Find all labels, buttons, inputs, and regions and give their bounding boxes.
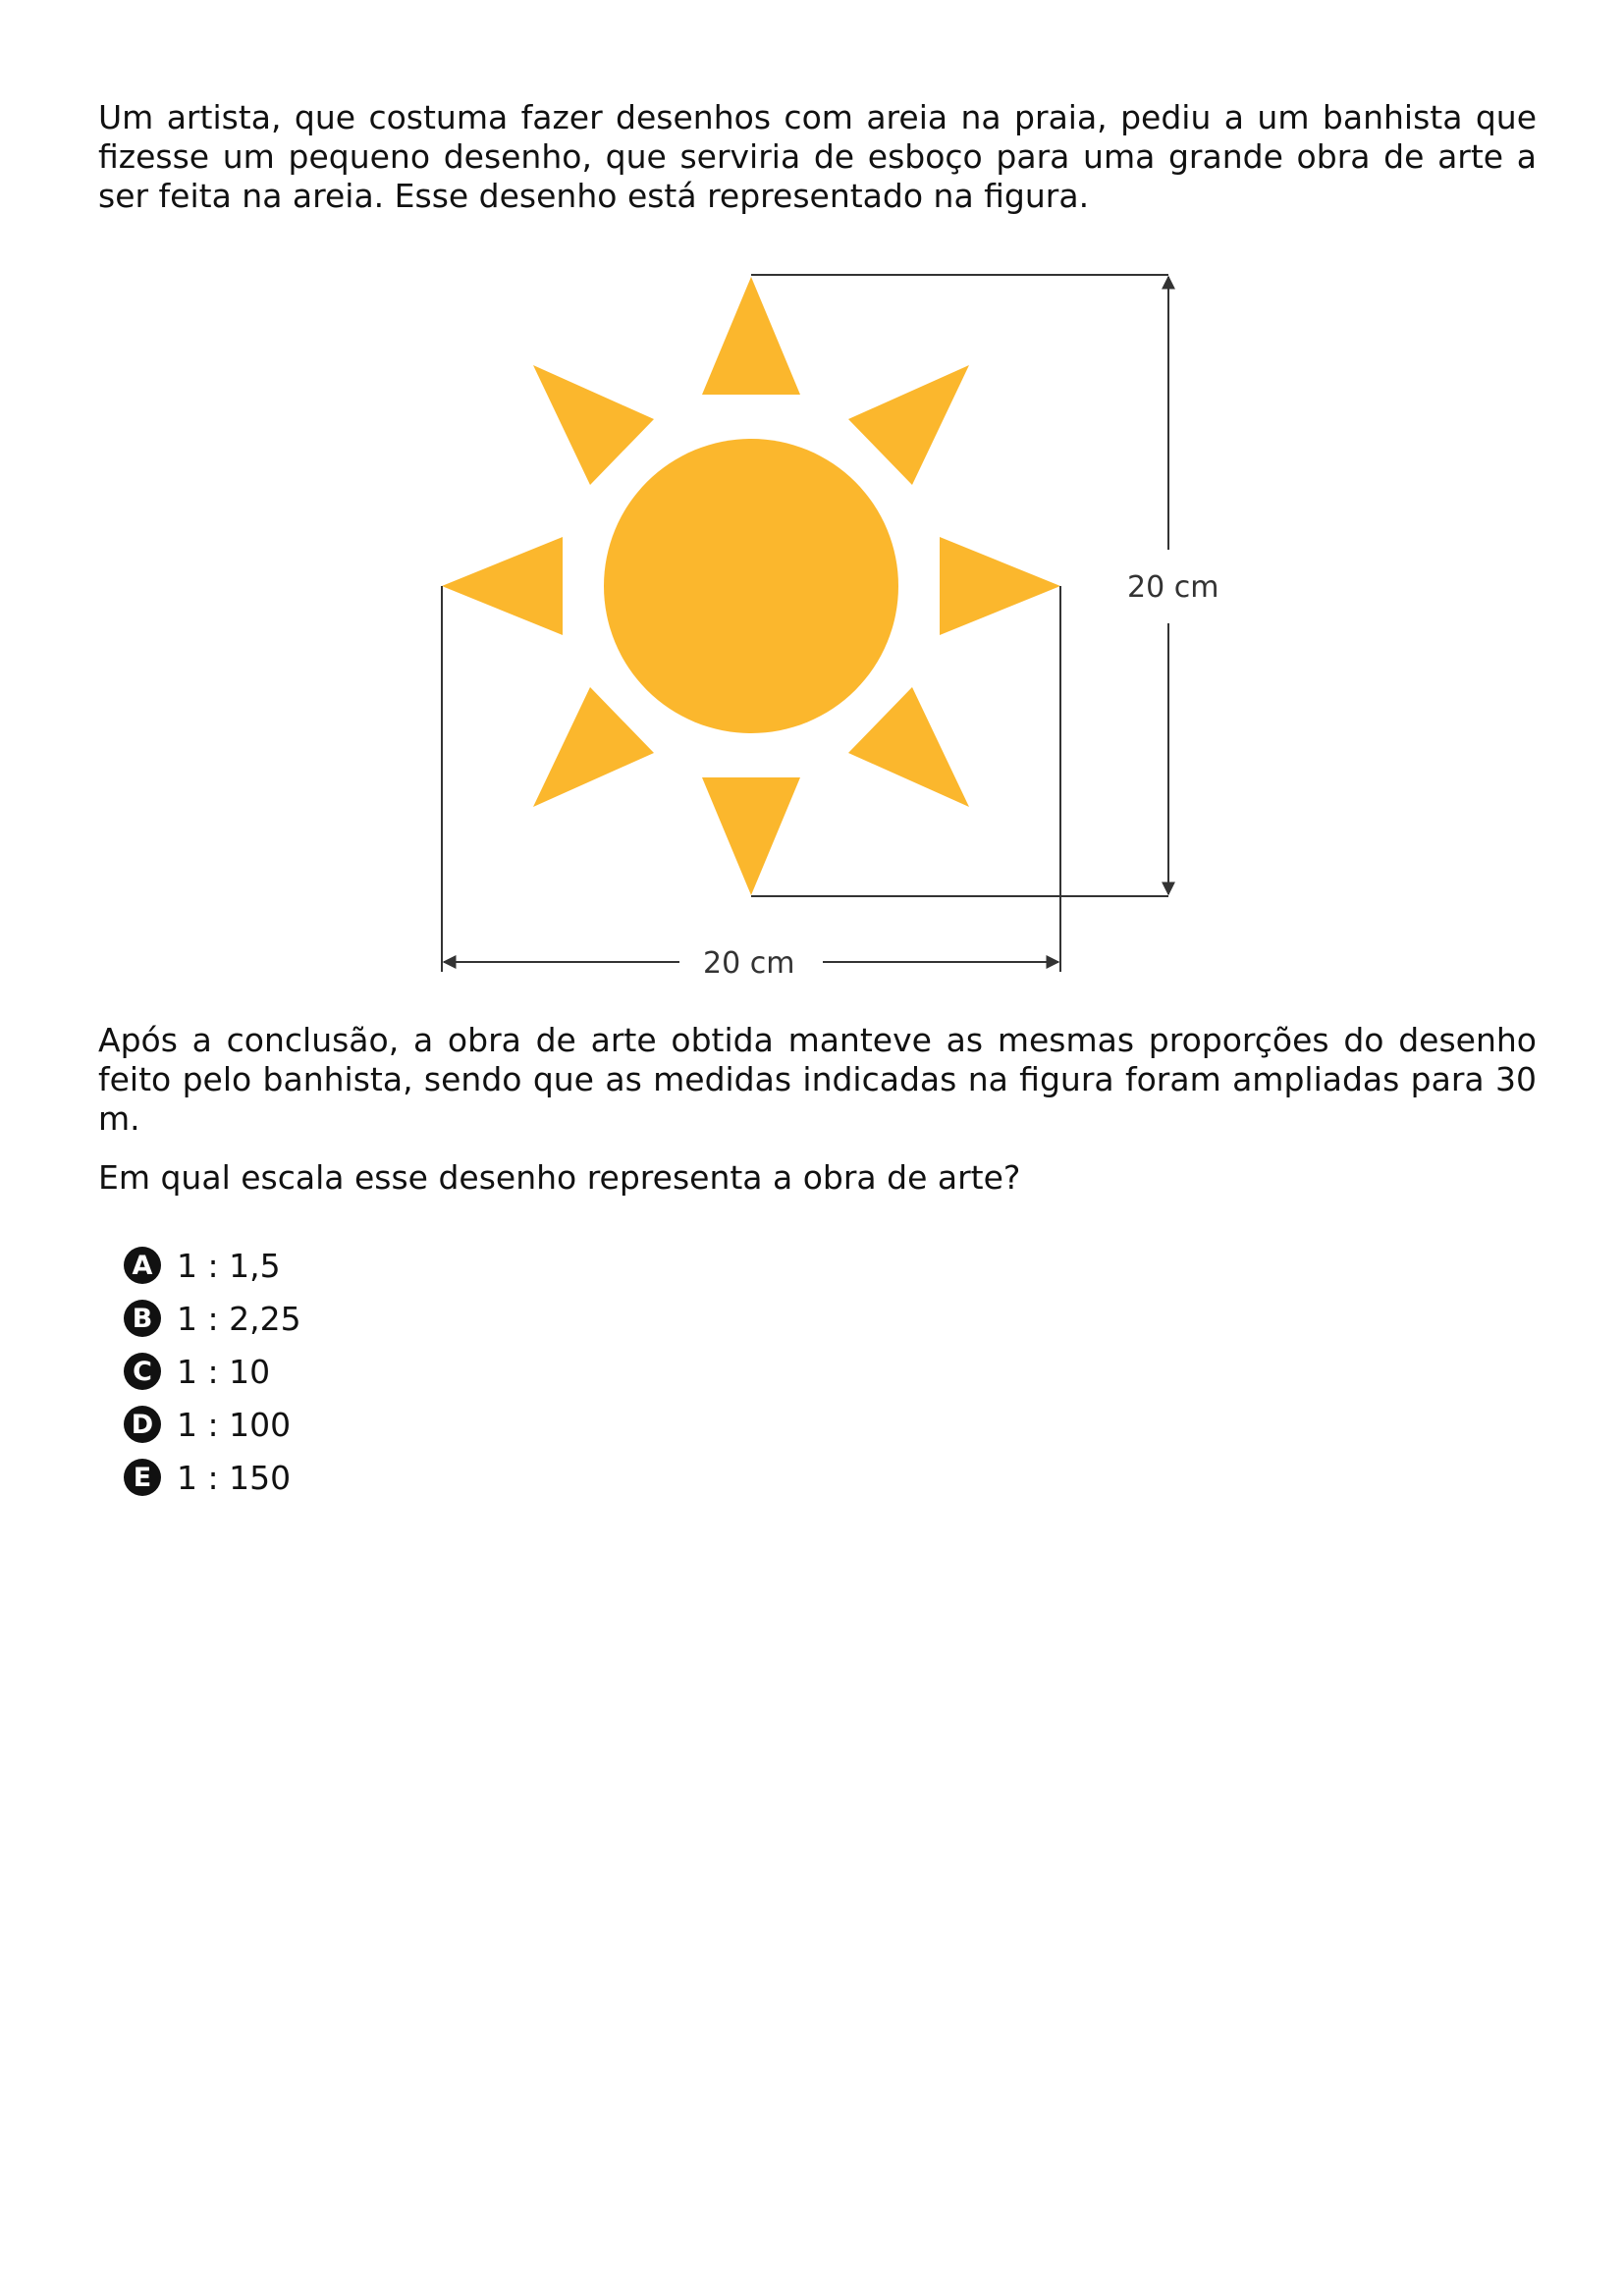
option-c[interactable] [124,1345,301,1398]
question-prompt: Em qual escala esse desenho representa a obra de arte? [98,1158,1021,1197]
sun-ray-right [940,537,1060,635]
sun-ray-left [442,537,563,635]
option-d[interactable] [124,1398,301,1451]
option-text: 1 : 100 [177,1405,292,1444]
sun-ray-bottom-right [848,687,969,807]
question-intro: Um artista, que costuma fazer desenhos com areia na praia, pediu a um banhista que fizesse um pequeno desenho, que serviria de esboço para uma grande obra de arte a ser feita na areia. Esse desenho está representado na figura. [98,98,1537,215]
width-label: 20 cm [703,946,795,981]
option-a[interactable] [124,1239,301,1292]
option-e[interactable] [124,1451,301,1504]
sun-ray-top-left [533,365,654,485]
height-label: 20 cm [1127,570,1219,605]
option-letter-badge: A [124,1247,161,1284]
option-text: 1 : 2,25 [177,1299,301,1338]
option-text: 1 : 150 [177,1458,292,1497]
answer-options [124,1239,301,1504]
sun-figure [422,260,1247,987]
sun-diagram [422,260,1247,987]
option-text: 1 : 10 [177,1352,271,1391]
sun-drawing [442,277,1060,895]
option-b[interactable] [124,1292,301,1345]
question-context: Após a conclusão, a obra de arte obtida manteve as mesmas proporções do desenho feito pelo banhista, sendo que as medidas indicadas na figura foram ampliadas para 30 m. [98,1021,1537,1138]
option-letter-badge: B [124,1300,161,1337]
option-letter-badge: E [124,1459,161,1496]
sun-ray-bottom-left [533,687,654,807]
option-text: 1 : 1,5 [177,1246,281,1285]
option-letter-badge: D [124,1406,161,1443]
sun-ray-top-right [848,365,969,485]
sun-ray-bottom [702,777,800,895]
sun-ray-top [702,277,800,395]
sun-circle [604,439,898,733]
option-letter-badge: C [124,1353,161,1390]
